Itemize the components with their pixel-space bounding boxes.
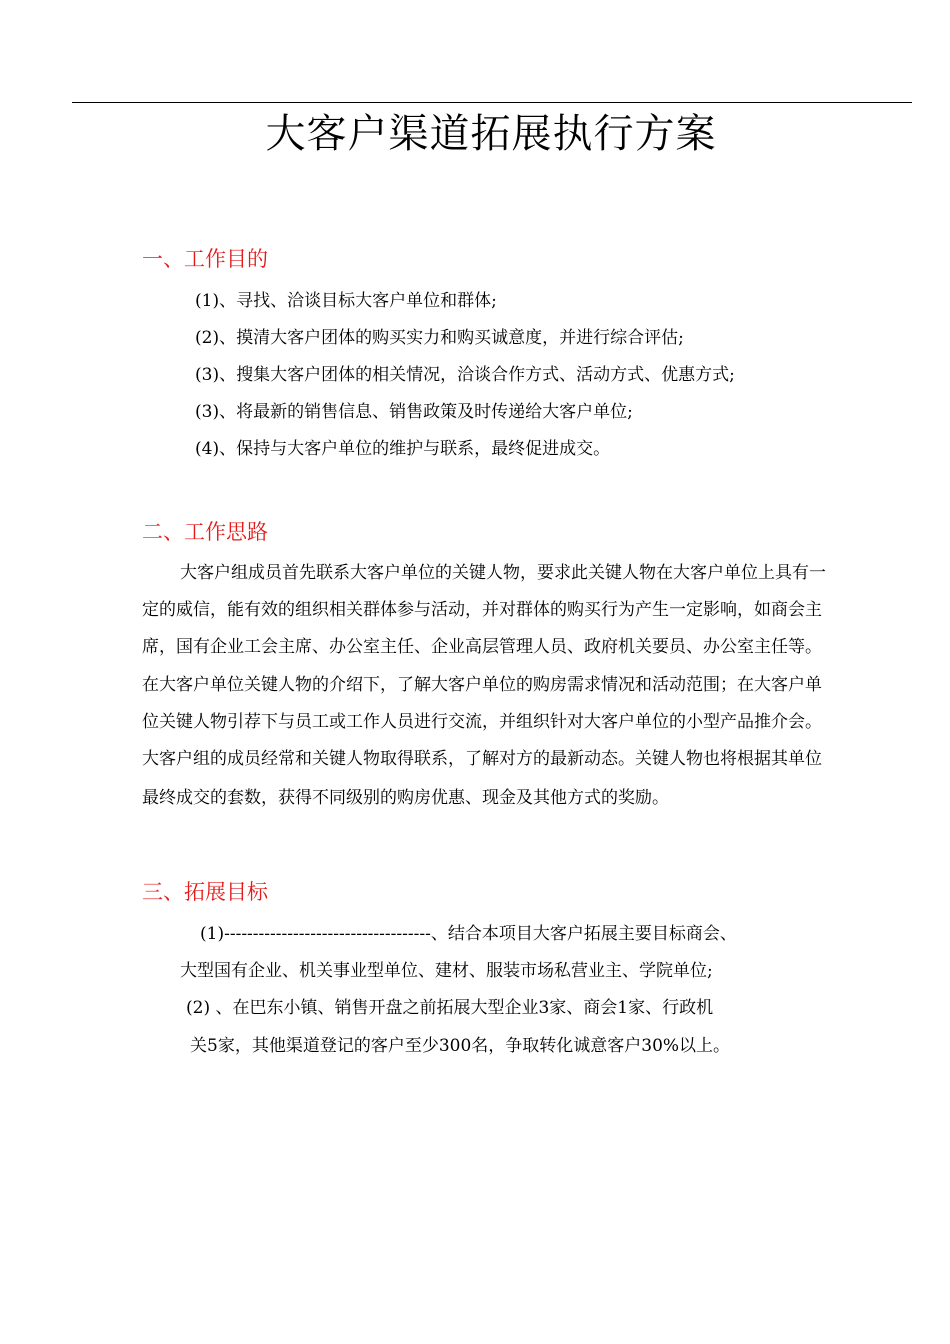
paragraph-line: 最终成交的套数，获得不同级别的购房优惠、现金及其他方式的奖励。 (142, 788, 669, 808)
paragraph-line: 位关键人物引荐下与员工或工作人员进行交流，并组织针对大客户单位的小型产品推介会。 (142, 712, 822, 732)
target-line: 大型国有企业、机关事业型单位、建材、服装市场私营业主、学院单位; (180, 961, 713, 981)
section-heading-approach: 二、工作思路 (142, 520, 268, 544)
list-item: (2)、摸清大客户团体的购买实力和购买诚意度，并进行综合评估; (195, 328, 684, 348)
document-title: 大客户渠道拓展执行方案 (265, 111, 717, 157)
list-item: (4)、保持与大客户单位的维护与联系，最终促进成交。 (195, 439, 611, 459)
paragraph-line: 在大客户单位关键人物的介绍下，了解大客户单位的购房需求情况和活动范围；在大客户单 (142, 675, 822, 695)
list-item: (3)、搜集大客户团体的相关情况，洽谈合作方式、活动方式、优惠方式; (195, 365, 735, 385)
top-rule (72, 102, 912, 103)
target-line: (1)------------------------------------、结合本项目大客户拓展主要目标商会、 (200, 924, 737, 944)
target-line: (2) 、在巴东小镇、销售开盘之前拓展大型企业3家、商会1家、行政机 (186, 998, 714, 1018)
section-heading-purpose: 一、工作目的 (142, 247, 268, 271)
paragraph-line: 定的威信，能有效的组织相关群体参与活动，并对群体的购买行为产生一定影响，如商会主 (142, 600, 822, 620)
list-item: (1)、寻找、洽谈目标大客户单位和群体; (195, 291, 497, 311)
paragraph-line: 大客户组成员首先联系大客户单位的关键人物，要求此关键人物在大客户单位上具有一 (180, 563, 826, 583)
list-item: (3)、将最新的销售信息、销售政策及时传递给大客户单位; (195, 402, 633, 422)
section-heading-targets: 三、拓展目标 (142, 880, 268, 904)
paragraph-line: 席，国有企业工会主席、办公室主任、企业高层管理人员、政府机关要员、办公室主任等。 (142, 637, 822, 657)
target-line: 关5家，其他渠道登记的客户至少300名，争取转化诚意客户30%以上。 (190, 1036, 731, 1056)
paragraph-line: 大客户组的成员经常和关键人物取得联系，了解对方的最新动态。关键人物也将根据其单位 (142, 749, 822, 769)
